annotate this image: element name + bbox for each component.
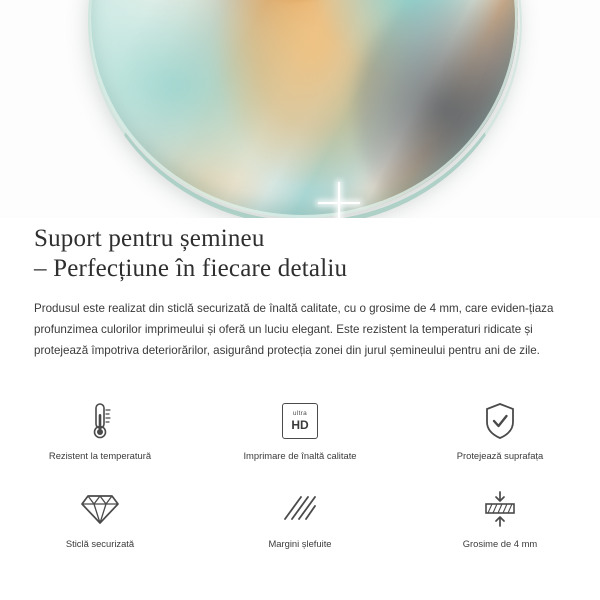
ultra-hd-badge-top: ultra — [292, 410, 308, 418]
feature-label: Protejează suprafața — [456, 450, 544, 461]
feature-item-print-quality — [200, 398, 400, 486]
feature-grid — [0, 398, 600, 574]
hero-product-image — [0, 0, 600, 218]
glass-plate-marble-pattern — [88, 0, 518, 218]
feature-item-surface-protection — [400, 398, 600, 486]
feature-label: Imprimare de înaltă calitate — [243, 450, 357, 461]
page-title — [34, 224, 574, 284]
feature-item-temperature — [0, 398, 200, 486]
diamond-icon — [79, 486, 121, 532]
description-paragraph: Produsul este realizat din sticlă securizată de înaltă calitate, cu o grosime de 4 mm, care eviden-țiaza profunzimea culorilor imprimeului și oferă un luciu elegant. Este rezistent la temperaturi ridicate și protejează împotriva deteriorărilor, asigurând protecția zonei din jurul șemineului pentru ani de zile. — [34, 302, 554, 357]
feature-label: Sticlă securizată — [65, 538, 135, 549]
thickness-arrows-icon — [479, 486, 521, 532]
page-title-line-1: Suport pentru șemineu — [34, 225, 265, 252]
feature-item-tempered-glass — [0, 486, 200, 574]
polished-edges-icon — [279, 486, 321, 532]
shield-check-icon — [481, 398, 519, 444]
feature-item-polished-edges — [200, 486, 400, 574]
page-title-line-2: – Perfecțiune în fiecare detaliu — [34, 255, 348, 282]
ultra-hd-badge-bottom: HD — [291, 417, 309, 432]
description-content — [0, 224, 600, 361]
feature-item-thickness — [400, 486, 600, 574]
thermometer-icon — [80, 398, 120, 444]
feature-label: Rezistent la temperatură — [48, 450, 152, 461]
feature-label: Grosime de 4 mm — [462, 538, 538, 549]
feature-label: Margini șlefuite — [268, 538, 332, 549]
ultra-hd-icon — [282, 398, 318, 444]
